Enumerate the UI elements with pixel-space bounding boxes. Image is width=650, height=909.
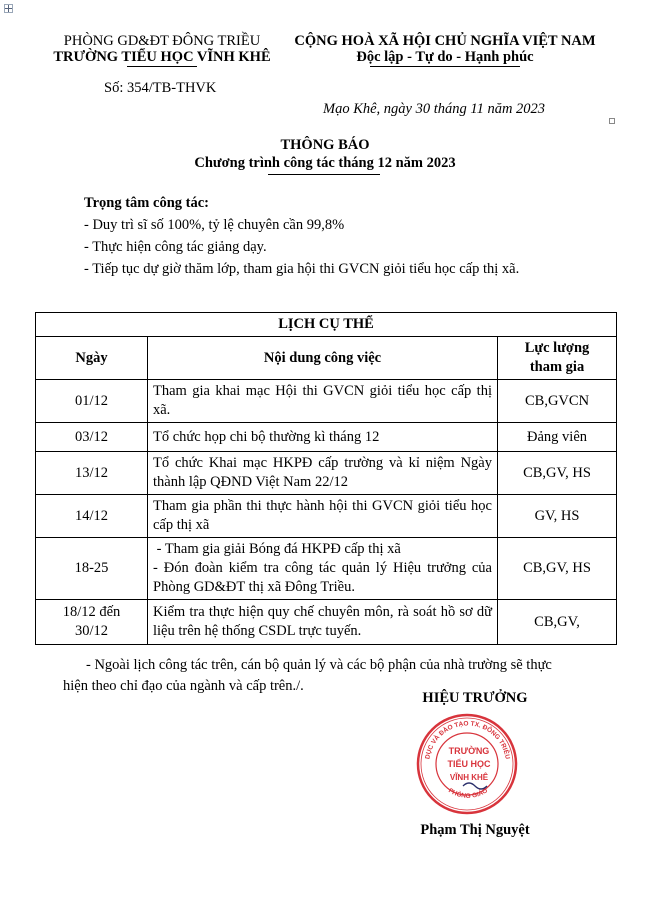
- table-row: [36, 423, 617, 452]
- schedule-title: LỊCH CỤ THỂ: [36, 313, 617, 337]
- header-force: [498, 337, 617, 380]
- table-header-row: [36, 337, 617, 380]
- header-left: [44, 33, 280, 67]
- national-title: CỘNG HOÀ XÃ HỘI CHỦ NGHĨA VIỆT NAM: [294, 33, 596, 49]
- row-content: Tham gia phần thi thực hành hội thi GVCN giỏi tiểu học cấp thị xã: [148, 495, 498, 538]
- closing-line: - Ngoài lịch công tác trên, cán bộ quản lý và các bộ phận của nhà trường sẽ thực: [86, 657, 552, 673]
- row-date: 13/12: [36, 452, 148, 495]
- seal-center-line: TRƯỜNG: [448, 746, 490, 756]
- seal-center-line: TIỂU HỌC: [447, 759, 491, 769]
- closing-line: hiện theo chỉ đạo của ngành và cấp trên./.: [63, 678, 304, 694]
- row-content: Kiểm tra thực hiện quy chế chuyên môn, rà soát hồ sơ dữ liệu trên hệ thống CSDL trực tuyến.: [148, 600, 498, 645]
- schedule-table: [35, 312, 617, 645]
- focus-section: [84, 192, 624, 280]
- signature-role: HIỆU TRƯỞNG: [422, 690, 528, 706]
- row-force: CB,GV, HS: [498, 538, 617, 600]
- header-school: TRƯỜNG TIỂU HỌC VĨNH KHÊ: [53, 49, 271, 65]
- header-date: Ngày: [36, 337, 148, 380]
- table-row: [36, 495, 617, 538]
- doc-number: Số: 354/TB-THVK: [104, 80, 217, 96]
- row-content-line: - Đón đoàn kiểm tra công tác quản lý Hiệu trưởng của Phòng GD&ĐT thị xã Đông Triều.: [153, 560, 492, 595]
- row-content-line: - Tham gia giải Bóng đá HKPĐ cấp thị xã: [153, 541, 401, 557]
- row-date: 18-25: [36, 538, 148, 600]
- focus-item: - Duy trì sĩ số 100%, tỷ lệ chuyên cần 99,8%: [84, 217, 345, 233]
- row-date: 03/12: [36, 423, 148, 452]
- row-force: CB,GV, HS: [498, 452, 617, 495]
- row-date-line: 30/12: [74, 623, 109, 639]
- place-date: Mạo Khê, ngày 30 tháng 11 năm 2023: [323, 101, 546, 117]
- table-row: [36, 452, 617, 495]
- signer-name: Phạm Thị Nguyệt: [420, 822, 530, 838]
- document-title: [0, 136, 650, 172]
- table-move-handle-icon[interactable]: [4, 4, 13, 13]
- focus-item: - Thực hiện công tác giảng dạy.: [84, 239, 267, 255]
- header-right: [290, 33, 600, 67]
- row-content: Tổ chức họp chi bộ thường kì tháng 12: [148, 423, 498, 452]
- focus-heading: Trọng tâm công tác:: [84, 195, 209, 211]
- title-sub: Chương trình công tác tháng 12 năm 2023: [194, 155, 456, 171]
- row-date-line: 18/12 đến: [62, 604, 121, 620]
- table-row: [36, 380, 617, 423]
- row-content: Tham gia khai mạc Hội thi GVCN giỏi tiểu học cấp thị xã.: [148, 380, 498, 423]
- row-date: 01/12: [36, 380, 148, 423]
- table-row: [36, 600, 617, 645]
- signature-stroke-icon: [463, 783, 487, 789]
- header-left-underline: [127, 66, 197, 67]
- row-date: [36, 600, 148, 645]
- header-force-line1: Lực lượng: [524, 340, 590, 356]
- seal-ring-top-text: DỤC VÀ ĐÀO TẠO TX. ĐÔNG TRIỀU: [424, 720, 511, 760]
- row-date: 14/12: [36, 495, 148, 538]
- focus-item: - Tiếp tục dự giờ thăm lớp, tham gia hội thi GVCN giỏi tiểu học cấp thị xã.: [84, 261, 520, 277]
- motto-underline: [370, 66, 520, 67]
- table-row: [36, 538, 617, 600]
- row-force: Đảng viên: [498, 423, 617, 452]
- row-force: CB,GVCN: [498, 380, 617, 423]
- header-department: PHÒNG GD&ĐT ĐÔNG TRIỀU: [63, 33, 261, 49]
- row-force: CB,GV,: [498, 600, 617, 645]
- table-title-row: [36, 313, 617, 337]
- title-main: THÔNG BÁO: [280, 137, 370, 153]
- seal-ring-bottom-text: PHÒNG GIÁO: [447, 787, 489, 800]
- header-force-line2: tham gia: [529, 359, 585, 375]
- row-force: GV, HS: [498, 495, 617, 538]
- focus-list: [84, 214, 624, 280]
- header-content: Nội dung công việc: [148, 337, 498, 380]
- row-content: [148, 538, 498, 600]
- title-underline: [268, 174, 380, 175]
- resize-handle-icon: [609, 118, 615, 124]
- row-content: Tổ chức Khai mạc HKPĐ cấp trường và kỉ niệm Ngày thành lập QĐND Việt Nam 22/12: [148, 452, 498, 495]
- seal-center-line: VĨNH KHÊ: [449, 773, 489, 782]
- national-motto: Độc lập - Tự do - Hạnh phúc: [356, 49, 534, 65]
- school-seal-icon: [415, 712, 520, 817]
